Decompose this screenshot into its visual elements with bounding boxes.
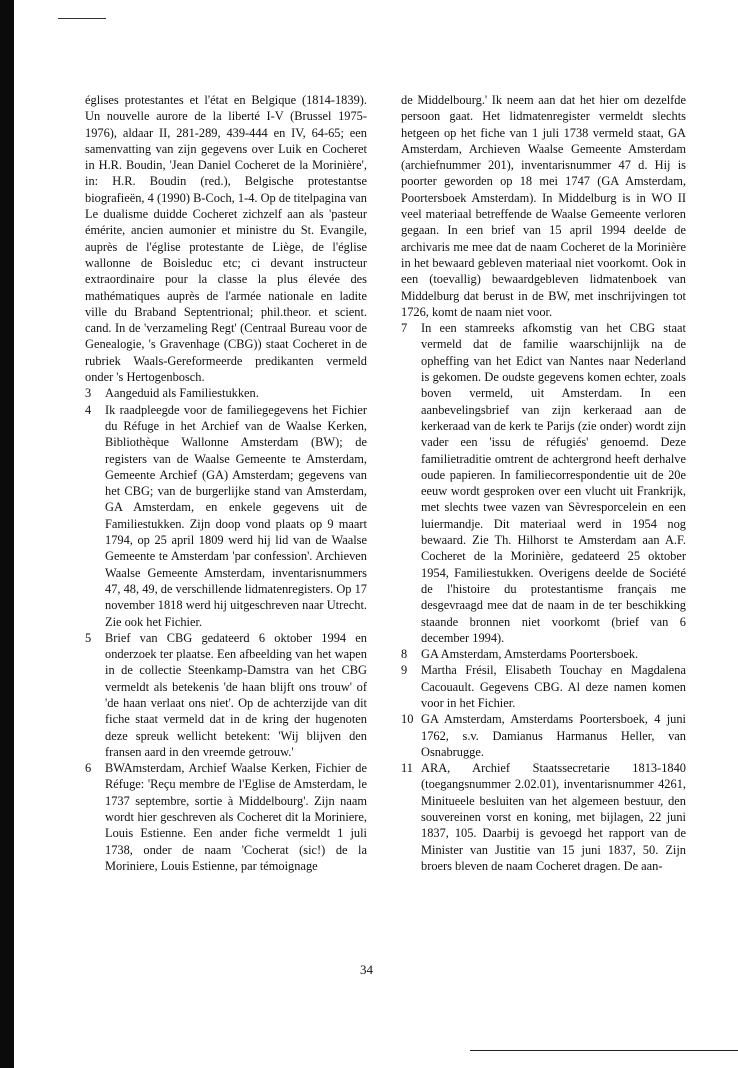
footnote-11 <box>401 760 686 874</box>
footnote-number: 6 <box>85 761 92 776</box>
right-continuation: de Middelbourg.' Ik neem aan dat het hier om dezelfde persoon gaat. Het lidmatenregister vermeldt slechts hetgeen op het fiche van 1 juli 1738 vermeld staat, GA Amsterdam, Archieven Waalse Gemeente Amsterdam (archiefnummer 201), inventarisnummer 47 d. Hij is poorter geworden op 18 mei 1747 (GA Amsterdam, Poortersboek Amsterdam). In Middelburg is in WO II veel materiaal betreffende de Waalse Gemeente verloren gegaan. In een brief van 15 april 1994 deelde de archivaris me mee dat de naam Cocheret de la Morinière in het bewaard gebleven materiaal niet voorkomt. Ook in een (toevallig) bewaardgebleven lidmatenboek van Middelburg dat berust in de BW, met inschrijvingen tot 1726, komt de naam niet voor. <box>401 93 686 319</box>
footnote-number: 4 <box>85 402 92 417</box>
footnote-number: 7 <box>401 321 408 336</box>
footnote-text: GA Amsterdam, Amsterdams Poortersboek, 4 juni 1762, s.v. Damianus Harmanus Heller, van Osnabrugge. <box>421 712 686 759</box>
left-continuation: églises protestantes et l'état en Belgique (1814-1839). Un nouvelle aurore de la liberté I-V (Brussel 1975-1976), aldaar II, 281-289, 439-444 en IV, 64-65; een samenvatting van zijn gegevens over Luik en Cocheret in H.R. Boudin, 'Jean Daniel Cocheret de la Morinière', in: H.R. Boudin (red.), Belgische protestantse biografieën, 4 (1990) B-Coch, 1-4. Op de titelpagina van Le dualisme duidde Cocheret zichzelf aan als 'pasteur émérite, ancien aumonier et ministre du St. Evangile, auprès de l'église protestante de Liège, de l'église wallonne de Boisleduc etc; ci devant instructeur extraordinaire pour la classe la plus élevée des mathématiques auprès de l'armée nationale en ladite ville du Braband Septentrional; phil.theor. et scient. cand. In de 'verzameling Regt' (Centraal Bureau voor de Genealogie, 's Gravenhage (CBG)) staat Cocheret in de rubriek Waals-Gereformeerde predikanten vermeld onder 's Hertogenbosch. <box>85 93 367 385</box>
footnote-10 <box>401 711 686 760</box>
footnote-3 <box>85 385 367 401</box>
footnote-4 <box>85 402 367 630</box>
bottom-rule <box>470 1050 738 1051</box>
footnote-text: In een stamreeks afkomstig van het CBG staat vermeld dat de familie waarschijnlijk na de opheffing van het Edict van Nantes naar Nederland is gekomen. De oudste gegevens komen echter, zoals boven vermeld, uit Amsterdam. In een aanbevelingsbrief van zijn kerkeraad aan de kerkeraad van de kerk te Parijs (zie onder) wordt zijn vader een 'issu de réfugiés' genoemd. Deze familietraditie omtrent de achtergrond heeft derhalve oude papieren. In familiecorrespondentie uit de 20e eeuw wordt gesproken over een vlucht uit Frankrijk, met slechts twee vazen van Sèvresporcelein en een luiermandje. Dit materiaal werd in 1954 nog bewaard. Zie Th. Hilhorst te Amsterdam aan A.F. Cocheret de la Morinière, gedateerd 25 oktober 1954, Familiestukken. Overigens deelde de Société de l'histoire du protestantisme français me desgevraagd mee dat de naam in de ter beschikking staande bronnen niet voorkomt (brief van 6 december 1994). <box>421 321 686 645</box>
page-number: 34 <box>360 962 373 977</box>
footnote-6 <box>85 760 367 874</box>
footnote-text: Martha Frésil, Elisabeth Touchay en Magdalena Cacouault. Gegevens CBG. Al deze namen komen voor in het Fichier. <box>421 663 686 710</box>
footnote-number: 5 <box>85 630 92 645</box>
footnote-text: Brief van CBG gedateerd 6 oktober 1994 en onderzoek ter plaatse. Een afbeelding van het wapen in de collectie Steenkamp-Damstra van het CBG vermeldt als betekenis 'de haan blijft ons trouw' of 'de haan verlaat ons niet'. Op de achterzijde van dit fiche staat vermeld dat in de kring der hugenoten deze spreuk wellicht betekent: 'Wij blijven den fransen aard in den vreemde getrouw.' <box>105 630 367 759</box>
footnote-7 <box>401 320 686 646</box>
footnote-number: 10 <box>401 712 414 727</box>
footnote-9 <box>401 662 686 711</box>
footnote-text: GA Amsterdam, Amsterdams Poortersboek. <box>421 647 639 662</box>
top-rule <box>58 18 106 19</box>
footnote-text: ARA, Archief Staatssecretarie 1813-1840 (toegangsnummer 2.02.01), inventarisnummer 4261, Minitueele besluiten van het algemeen bestuur, den souvereinen vorst en koning, met bijlagen, 22 juni 1837, 105. Daarbij is gevoegd het rapport van de Minister van Justitie van 15 juni 1837, 50. Zijn broers bleven de naam Cocheret dragen. De aan- <box>421 761 686 873</box>
footnote-text: Aangeduid als Familiestukken. <box>105 386 259 401</box>
left-column <box>85 92 367 874</box>
right-column <box>401 92 686 874</box>
footnote-number: 8 <box>401 647 408 662</box>
footnote-number: 3 <box>85 386 92 401</box>
footnote-5 <box>85 630 367 760</box>
footnote-number: 9 <box>401 663 408 678</box>
footnote-text: BWAmsterdam, Archief Waalse Kerken, Fichier de Réfuge: 'Reçu membre de l'Eglise de Amsterdam, le 1737 septembre, sortie à Middelbourg'. Zijn naam wordt hier geschreven als Cocheret dit la Moriniere, Louis Estienne. Een ander fiche vermeldt 1 juli 1738, onder de naam 'Cocherat (sic!) de la Moriniere, Louis Estienne, par témoignage <box>105 761 367 873</box>
scan-edge-bar <box>0 0 14 1068</box>
footnote-text: Ik raadpleegde voor de familiegegevens het Fichier du Réfuge in het Archief van de Waalse Kerken, Bibliothèque Wallonne Amsterdam (BW); de registers van de Waalse Gemeente te Amsterdam, Gemeente Archief (GA) Amsterdam; gegevens van het CBG; van de burgerlijke stand van Amsterdam, GA Amsterdam, en enkele gegevens uit de Familiestukken. Zijn doop vond plaats op 9 maart 1794, op 25 april 1809 werd hij lid van de Waalse Gemeente te Amsterdam 'par confession'. Archieven Waalse Gemeente Amsterdam, inventarisnummers 47, 48, 49, de verschillende lidmatenregisters. Op 17 november 1818 werd hij uitgeschreven naar Utrecht. Zie ook het Fichier. <box>105 402 367 629</box>
footnote-number: 11 <box>401 761 413 776</box>
footnote-8 <box>401 646 686 662</box>
